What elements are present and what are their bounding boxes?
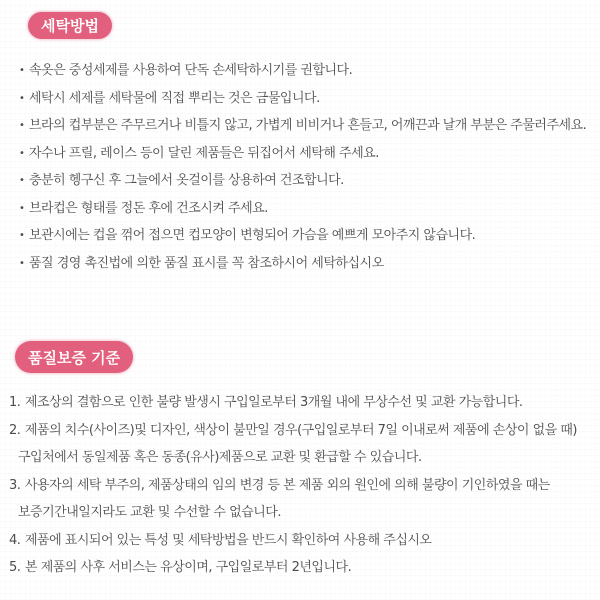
washing-instruction-item [19, 167, 600, 195]
warranty-term-continuation [9, 499, 600, 527]
instruction-text: 세탁시 세제를 세탁물에 직접 뿌리는 것은 금물입니다. [29, 90, 320, 106]
instruction-text: 보관시에는 컵을 꺾어 접으면 컵모양이 변형되어 가슴을 예쁘게 모아주지 않습니다. [29, 228, 476, 243]
washing-instruction-item [19, 140, 600, 168]
line-number: 1. [9, 395, 21, 410]
instruction-text: 브라컵은 형태를 정돈 후에 건조시켜 주세요. [29, 200, 268, 216]
warranty-term-line [9, 389, 600, 417]
washing-method-header-badge: 세탁방법 [28, 12, 112, 39]
washing-instruction-item [19, 195, 600, 223]
term-text: 본 제품의 사후 서비스는 유상이며, 구입일로부터 2년입니다. [25, 560, 352, 575]
line-number: 3. [9, 477, 21, 493]
warranty-term-line [9, 554, 600, 582]
washing-instruction-item [19, 57, 600, 85]
line-number: 4. [9, 532, 21, 548]
instruction-text: 브라의 컵부분은 주무르거나 비틀지 않고, 가볍게 비비거나 흔들고, 어깨끈과 날개 부분은 주물러주세요. [29, 118, 587, 133]
bullet-icon: • [19, 202, 25, 214]
warranty-term-line [9, 417, 600, 445]
instruction-text: 충분히 헹구신 후 그늘에서 옷걸이를 상용하여 건조합니다. [29, 173, 344, 188]
term-text: 사용자의 세탁 부주의, 제품상태의 임의 변경 등 본 제품 외의 원인에 의해 불량이 기인하였을 때는 [25, 477, 550, 493]
term-text: 제품의 치수(사이즈)및 디자인, 색상이 불만일 경우(구입일로부터 7일 이내로써 제품에 손상이 없을 때) [25, 422, 577, 438]
instruction-text: 품질 경영 촉진법에 의한 품질 표시를 꼭 참조하시어 세탁하십시오 [29, 255, 384, 271]
term-text: 보증기간내일지라도 교환 및 수선할 수 없습니다. [18, 505, 281, 520]
bullet-icon: • [19, 65, 25, 76]
line-number: 5. [9, 560, 21, 575]
washing-instructions-list [19, 57, 600, 277]
warranty-term-line [9, 472, 600, 500]
warranty-term-continuation [9, 444, 600, 472]
instruction-text: 자수나 프릴, 레이스 등이 달린 제품들은 뒤집어서 세탁해 주세요. [29, 145, 379, 161]
term-text: 제조상의 결함으로 인한 불량 발생시 구입일로부터 3개월 내에 무상수선 및 교환 가능합니다. [25, 395, 523, 410]
bullet-icon: • [19, 92, 25, 104]
warranty-standard-header-badge: 품질보증 기준 [15, 341, 133, 373]
warranty-terms-list [9, 389, 600, 582]
bullet-icon: • [19, 230, 25, 241]
washing-instruction-item [19, 222, 600, 250]
term-text: 제품에 표시되어 있는 특성 및 세탁방법을 반드시 확인하여 사용해 주십시오 [25, 532, 432, 548]
bullet-icon: • [19, 147, 25, 159]
term-text: 구입처에서 동일제품 혹은 동종(유사)제품으로 교환 및 환급할 수 있습니다. [18, 450, 422, 465]
instruction-text: 속옷은 중성세제를 사용하여 단독 손세탁하시기를 권합니다. [29, 63, 353, 78]
bullet-icon: • [19, 120, 25, 131]
washing-instruction-item [19, 85, 600, 113]
washing-instruction-item [19, 112, 600, 140]
bullet-icon: • [19, 257, 25, 269]
warranty-term-line [9, 527, 600, 555]
bullet-icon: • [19, 175, 25, 186]
washing-instruction-item [19, 250, 600, 278]
line-number: 2. [9, 422, 21, 438]
